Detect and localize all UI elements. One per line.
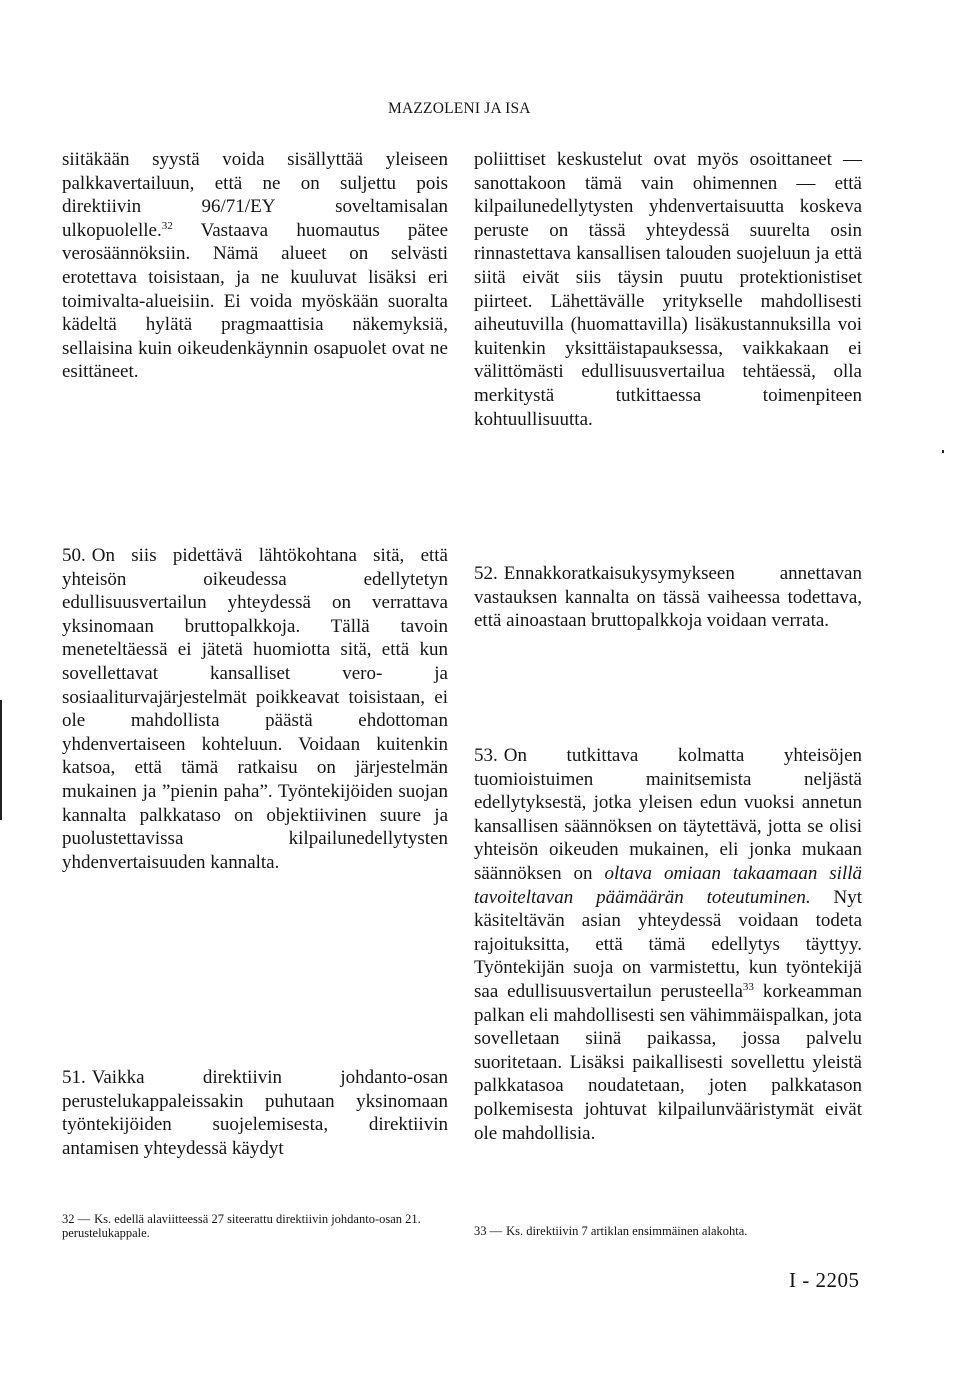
paragraph-number: 52. (474, 563, 498, 584)
top-right-paragraph (474, 148, 862, 431)
paragraph-52 (474, 562, 862, 633)
paragraph-51 (62, 1066, 448, 1160)
paragraph-number: 50. (62, 545, 86, 566)
page-number: I - 2205 (789, 1268, 860, 1292)
top-left-text-continued: Vastaava huomautus pätee verosäännöksiin. Nämä alueet on selvästi erotettava toisistaan, ja ne kuuluvat lisäksi eri toimivalta-alueisiin. Ei voida myöskään suoralta kädeltä hylätä pragmaattisia näkemyksiä, sellaisina kuin oikeudenkäynnin osapuolet ovat ne esittäneet. (62, 219, 448, 383)
paragraph-text: On siis pidettävä lähtökohtana sitä, että yhteisön oikeudessa edellytetyn edullisuusvertailun yhteydessä on verrattava yksinomaan bruttopalkkoja. Tällä tavoin meneteltäessä ei jätetä huomiotta sitä, että kun sovellettavat kansalliset vero- ja sosiaaliturvajärjestelmät poikkeavat toisistaan, ei ole mahdollista päästä ehdottoman yhdenvertaiseen kohteluun. Voidaan kuitenkin katsoa, että tämä ratkaisu on järjestelmän mukainen ja ”pienin paha”. Työntekijöiden suojan kannalta palkkataso on objektiivinen suure ja puolustettavissa kilpailunedellytysten yhdenvertaisuuden kannalta. (62, 545, 448, 873)
footnote-33 (474, 1224, 874, 1238)
top-left-text: siitäkään syystä voida sisällyttää yleiseen palkkavertailuun, että ne on suljettu pois direktiivin 96/71/EY soveltamisalan ulkopuolelle. (62, 149, 448, 241)
paragraph-50 (62, 544, 448, 874)
footnote-ref-32[interactable]: 32 (161, 219, 173, 232)
scan-speck (942, 450, 944, 453)
paragraph-text: On tutkittava kolmatta yhteisöjen tuomioistuimen mainitsemista neljästä edellytyksestä, jotka yleisen edun vuoksi annetun kansallisen säännöksen on täytettävä, jotta se olisi yhteisön oikeuden mukainen, eli jonka mukaan säännöksen on (474, 745, 862, 884)
footnote-32 (62, 1212, 462, 1240)
footnote-text: Ks. direktiivin 7 artiklan ensimmäinen alakohta. (506, 1224, 748, 1238)
footnote-ref-33[interactable]: 33 (742, 980, 754, 993)
footnote-marker: 33 — (474, 1224, 503, 1238)
paragraph-number: 53. (474, 745, 498, 766)
footnote-marker: 32 — (62, 1212, 91, 1226)
running-header: MAZZOLENI JA ISA (388, 100, 531, 117)
italic-quote: oltava omiaan takaamaan sillä tavoiteltavan päämäärän toteutuminen. (474, 862, 863, 908)
paragraph-text: Ennakkoratkaisukysymykseen annettavan vastauksen kannalta on tässä vaiheessa todettava, että ainoastaan bruttopalkkoja voidaan verrata. (474, 563, 862, 632)
paragraph-text: Vaikka direktiivin johdanto-osan perustelukappaleissakin puhutaan yksinomaan työntekijöiden suojelemisesta, direktiivin antamisen yhteydessä käydyt (62, 1067, 448, 1159)
footnote-text: Ks. edellä alaviitteessä 27 siteerattu direktiivin johdanto-osan 21. perustelukappale. (62, 1212, 421, 1240)
top-left-paragraph (62, 148, 448, 384)
paragraph-number: 51. (62, 1067, 86, 1088)
paragraph-text-continued: Nyt käsiteltävän asian yhteydessä voidaan todeta rajoituksitta, että tämä edellytys täyttyy. Työntekijän suoja on varmistettu, kun työntekijä saa edullisuusvertailun perusteella (474, 886, 863, 1002)
paragraph-53 (474, 744, 862, 1145)
top-right-text: poliittiset keskustelut ovat myös osoittaneet — sanottakoon tämä vain ohimennen — että kilpailunedellytysten yhdenvertaisuutta koskeva peruste on tässä yhteydessä suurelta osin rinnastettava kansallisen talouden suojeluun ja että siitä eivät siis täysin puutu protektionistiset piirteet. Lähettävälle yritykselle mahdollisesti aiheutuvilla (huomattavilla) lisäkustannuksilla voi kuitenkin yksittäistapauksessa, vaikkakaan ei välittömästi edullisuusvertailua tehtäessä, olla merkitystä tutkittaessa toimenpiteen kohtuullisuutta. (474, 149, 862, 430)
paragraph-text-end: korkeamman palkan eli mahdollisesti sen vähimmäispalkan, jota sovelletaan siinä paikassa, jossa palvelu suoritetaan. Lisäksi paikallisesti sovellettu yleistä palkkatasoa noudatetaan, joten palkkatason polkemisesta johtuvat kilpailunvääristymät eivät ole mahdollisia. (474, 980, 862, 1144)
scan-edge-mark (0, 700, 2, 820)
